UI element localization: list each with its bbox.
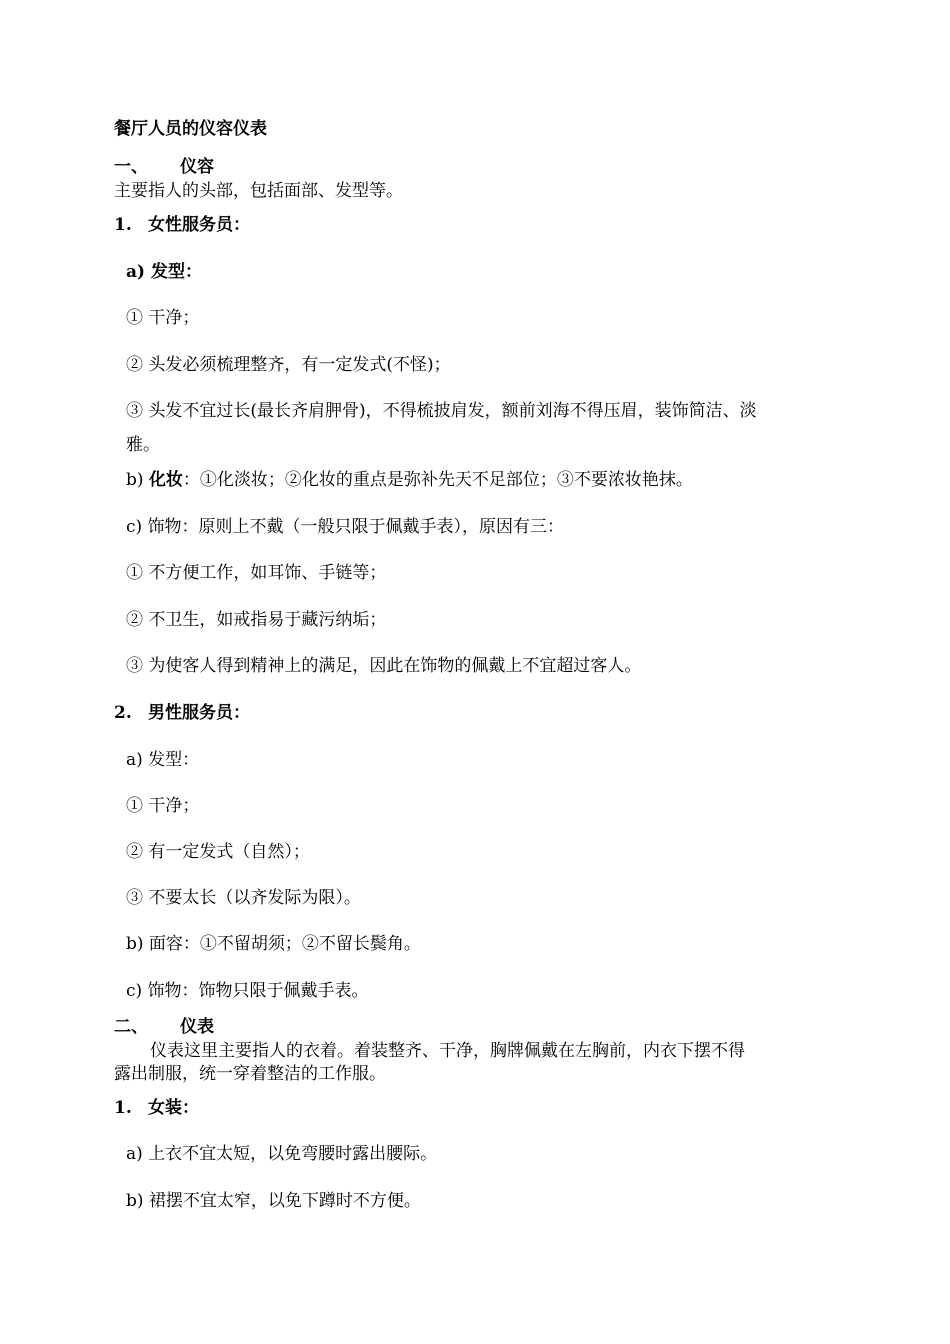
male-hair-label: a) 发型： — [126, 750, 200, 770]
female-makeup-prefix: b) — [126, 470, 149, 490]
document-title: 餐厅人员的仪容仪表 — [114, 119, 267, 139]
section-2-title: 仪表 — [180, 1017, 214, 1037]
female-makeup-line — [126, 469, 693, 491]
section-2-intro-line-2: 露出制服，统一穿着整洁的工作服。 — [114, 1064, 386, 1084]
womens-uniform-number: 1. — [114, 1098, 132, 1118]
section-1-number: 一、 — [114, 157, 148, 177]
section-1-intro: 主要指人的头部，包括面部、发型等。 — [114, 181, 403, 201]
female-hair-item-2: ② 头发必须梳理整齐，有一定发式(不怪)； — [126, 355, 451, 375]
female-staff-title: 女性服务员： — [148, 215, 250, 235]
male-staff-heading — [114, 702, 250, 724]
female-accessories-item-1: ① 不方便工作，如耳饰、手链等； — [126, 563, 387, 583]
womens-uniform-heading — [114, 1097, 199, 1119]
section-2-intro-line-1: 仪表这里主要指人的衣着。着装整齐、干净，胸牌佩戴在左胸前，内衣下摆不得 — [150, 1041, 745, 1061]
womens-uniform-item-b: b) 裙摆不宜太窄，以免下蹲时不方便。 — [126, 1191, 421, 1211]
female-hair-label: a) 发型： — [126, 262, 202, 282]
female-hair-item-3-line-1: ③ 头发不宜过长(最长齐肩胛骨)，不得梳披肩发，额前刘海不得压眉，装饰简洁、淡 — [126, 401, 757, 421]
male-staff-title: 男性服务员： — [148, 703, 250, 723]
section-1-title: 仪容 — [180, 157, 214, 177]
female-makeup-text: ：①化淡妆；②化妆的重点是弥补先天不足部位；③不要浓妆艳抹。 — [182, 470, 693, 490]
male-hair-item-3: ③ 不要太长（以齐发际为限）。 — [126, 888, 361, 908]
womens-uniform-title: 女装： — [148, 1098, 199, 1118]
male-accessories: c) 饰物：饰物只限于佩戴手表。 — [126, 981, 369, 1001]
male-staff-number: 2. — [114, 703, 132, 723]
womens-uniform-item-a: a) 上衣不宜太短，以免弯腰时露出腰际。 — [126, 1144, 438, 1164]
male-hair-item-2: ② 有一定发式（自然）； — [126, 842, 310, 862]
section-1-heading — [114, 156, 214, 178]
female-hair-item-1: ① 干净； — [126, 308, 200, 328]
male-face: b) 面容：①不留胡须；②不留长鬓角。 — [126, 934, 421, 954]
female-makeup-label: 化妆 — [148, 470, 183, 490]
section-2-number: 二、 — [114, 1017, 148, 1037]
female-staff-heading — [114, 214, 250, 236]
female-accessories-item-3: ③ 为使客人得到精神上的满足，因此在饰物的佩戴上不宜超过客人。 — [126, 656, 642, 676]
male-hair-item-1: ① 干净； — [126, 796, 200, 816]
female-accessories-label: c) 饰物：原则上不戴（一般只限于佩戴手表），原因有三： — [126, 517, 565, 537]
female-hair-item-3-line-2: 雅。 — [126, 435, 160, 455]
section-2-heading — [114, 1016, 214, 1038]
female-accessories-item-2: ② 不卫生，如戒指易于藏污纳垢； — [126, 610, 387, 630]
female-staff-number: 1. — [114, 215, 132, 235]
